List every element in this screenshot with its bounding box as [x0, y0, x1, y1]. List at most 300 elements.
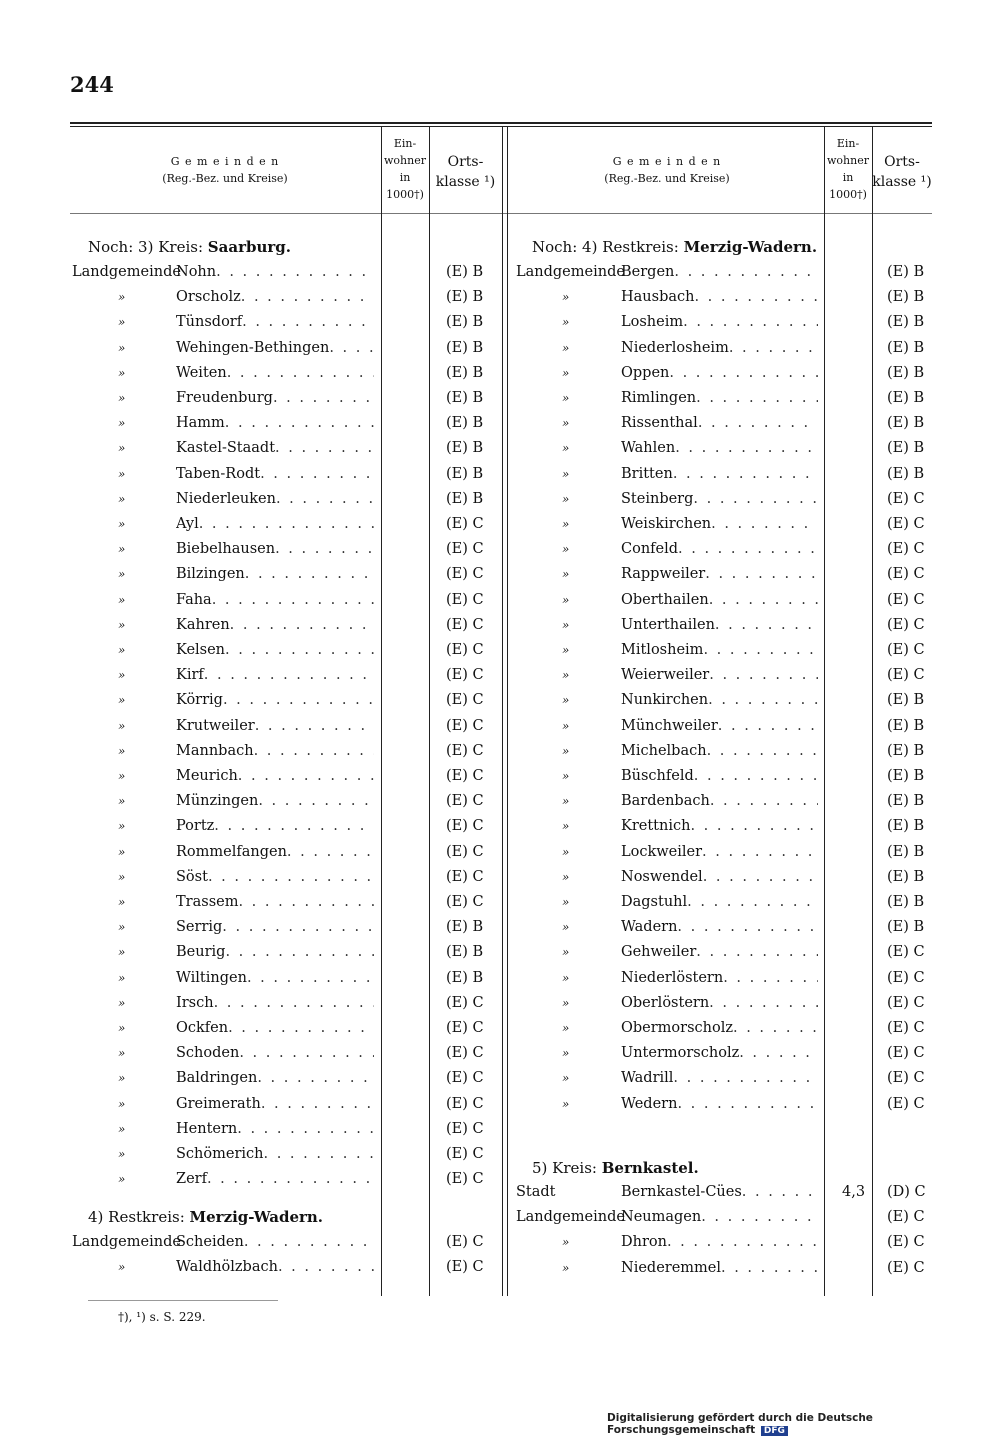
ortsklasse-value: (E) B [887, 289, 925, 306]
ditto-mark: » [118, 819, 126, 834]
row-prefix: Landgemeinde [516, 1209, 625, 1226]
gemeinde-name-text: Hausbach [621, 289, 695, 306]
leader-dots [214, 817, 374, 835]
header-gemeinden-right-sub: (Reg.-Bez. und Kreise) [604, 172, 730, 185]
gemeinde-name-text: Noswendel [621, 868, 703, 885]
ditto-mark: » [118, 1260, 126, 1275]
gemeinde-name [176, 515, 374, 533]
leader-dots [683, 313, 818, 331]
gemeinde-name [176, 439, 374, 457]
ditto-mark: » [118, 466, 126, 481]
leader-dots [669, 364, 818, 382]
gemeinde-name [176, 339, 374, 357]
header-orts-l-2: klasse ¹) [435, 174, 496, 190]
ortsklasse-value: (E) B [887, 440, 925, 457]
ditto-mark: » [118, 995, 126, 1010]
gemeinde-name [176, 1095, 374, 1113]
ditto-mark: » [118, 895, 126, 909]
left-section2-prefix: 4) Restkreis: [88, 1208, 185, 1226]
gemeinde-name [621, 918, 818, 936]
ditto-mark: » [118, 1021, 126, 1035]
gemeinde-name [176, 591, 374, 609]
header-gemeinden-left-sub: (Reg.-Bez. und Kreise) [162, 172, 288, 185]
ditto-mark: » [118, 416, 126, 431]
ditto-mark: » [562, 895, 570, 909]
ortsklasse-value: (E) B [887, 742, 925, 759]
ortsklasse-value: (E) B [446, 465, 484, 482]
ortsklasse-value: (E) B [446, 364, 484, 381]
gemeinde-name-text: Meurich [176, 768, 238, 784]
ditto-mark: » [118, 391, 126, 405]
ditto-mark: » [118, 315, 126, 330]
gemeinde-name-text: Zerf [176, 1171, 207, 1188]
gemeinde-name [176, 1019, 374, 1037]
ortsklasse-value: (E) C [887, 969, 925, 986]
gemeinde-name-text: Weierweiler [621, 667, 710, 684]
ortsklasse-value: (E) C [887, 490, 925, 507]
ditto-mark: » [562, 542, 570, 557]
gemeinde-name-text: Kirf [176, 667, 204, 684]
ditto-mark: » [118, 1096, 126, 1111]
ditto-mark: » [562, 491, 570, 506]
gemeinde-name-text: Bergen [621, 264, 675, 280]
gemeinde-name [621, 868, 818, 886]
ortsklasse-value: (E) B [887, 415, 925, 432]
leader-dots [238, 767, 374, 785]
ortsklasse-value: (E) B [887, 768, 925, 784]
leader-dots [227, 364, 374, 382]
gemeinde-name-text: Kelsen [176, 642, 226, 658]
leader-dots [710, 792, 818, 810]
gemeinde-name-text: Irsch [176, 994, 214, 1011]
header-ein-l-3: in [399, 171, 411, 184]
ortsklasse-value: (E) B [446, 440, 484, 457]
gemeinde-name-text: Kastel-Staadt [176, 440, 276, 457]
ditto-mark: » [562, 441, 570, 456]
ortsklasse-value: (E) C [446, 1234, 484, 1250]
gemeinde-name-text: Rommelfangen [176, 843, 287, 860]
ortsklasse-value: (E) C [446, 541, 484, 558]
gemeinde-name [621, 717, 818, 735]
gemeinde-name-text: Wehingen-Bethingen [176, 339, 330, 356]
gemeinde-name-text: Serrig [176, 919, 223, 936]
credit-text: Digitalisierung gefördert durch die Deutsche Forschungsgemeinschaft [607, 1412, 873, 1436]
gemeinde-name [176, 414, 374, 432]
leader-dots [239, 1044, 374, 1062]
gemeinde-name [621, 364, 818, 382]
ditto-mark: » [118, 1046, 126, 1061]
gemeinde-name [176, 1120, 374, 1138]
leader-dots [739, 1044, 818, 1062]
leader-dots [207, 1170, 374, 1188]
gemeinde-name-text: Mannbach [176, 742, 254, 759]
leader-dots [702, 843, 818, 861]
right-section2-prefix: 5) Kreis: [532, 1159, 597, 1177]
ditto-mark: » [562, 1046, 570, 1061]
leader-dots [254, 742, 374, 760]
leader-dots [273, 389, 374, 407]
leader-dots [225, 943, 374, 961]
leader-dots [709, 666, 818, 684]
top-rule-thin [70, 126, 932, 127]
ditto-mark: » [562, 617, 570, 632]
ortsklasse-value: (E) B [446, 390, 484, 406]
leader-dots [673, 465, 818, 483]
leader-dots [677, 1095, 818, 1113]
row-prefix: Landgemeinde [72, 1234, 181, 1250]
gemeinde-name-text: Oberthailen [621, 591, 709, 608]
ortsklasse-value: (E) C [446, 793, 484, 810]
gemeinde-name-text: Scheiden [176, 1234, 244, 1250]
gemeinde-name-text: Dagstuhl [621, 894, 688, 910]
ditto-mark: » [118, 290, 126, 305]
ortsklasse-value: (E) B [446, 415, 484, 432]
gemeinde-name-text: Hentern [176, 1120, 238, 1137]
leader-dots [694, 767, 818, 785]
ditto-mark: » [118, 668, 126, 683]
gemeinde-name [621, 1044, 818, 1062]
ortsklasse-value: (E) C [446, 591, 484, 608]
leader-dots [276, 490, 374, 508]
gemeinde-name [621, 313, 818, 331]
leader-dots [677, 918, 818, 936]
gemeinde-name-text: Wedern [621, 1095, 678, 1112]
gemeinde-name-text: Niederlosheim [621, 339, 729, 356]
left-section-name: Saarburg. [207, 238, 291, 256]
ortsklasse-value: (E) B [446, 944, 484, 961]
ortsklasse-value: (E) C [446, 742, 484, 759]
ortsklasse-value: (E) C [446, 616, 484, 633]
gemeinde-name-text: Münchweiler [621, 717, 718, 734]
ditto-mark: » [562, 869, 570, 884]
ditto-mark: » [118, 340, 126, 355]
header-ein-l-4: 1000†) [386, 188, 424, 201]
leader-dots [723, 969, 818, 987]
gemeinde-name-text: Taben-Rodt [176, 465, 261, 482]
gemeinde-name-text: Bernkastel-Cües [621, 1184, 742, 1200]
gemeinde-name-text: Baldringen [176, 1070, 258, 1087]
gemeinde-name [621, 591, 818, 609]
leader-dots [214, 994, 374, 1012]
leader-dots [275, 439, 374, 457]
leader-dots [718, 717, 818, 735]
leader-dots [199, 515, 374, 533]
leader-dots [225, 641, 374, 659]
ortsklasse-value: (E) C [446, 894, 484, 910]
gemeinde-name-text: Tünsdorf [176, 314, 243, 331]
gemeinde-name [621, 1233, 818, 1251]
leader-dots [667, 1233, 818, 1251]
ortsklasse-value: (E) C [446, 1095, 484, 1112]
ditto-mark: » [118, 693, 126, 708]
page-number: 244 [70, 72, 114, 97]
gemeinde-name [176, 540, 374, 558]
ditto-mark: » [562, 844, 570, 859]
leader-dots [709, 591, 818, 609]
leader-dots [258, 792, 374, 810]
ortsklasse-value: (E) B [887, 843, 925, 860]
ditto-mark: » [562, 416, 570, 431]
gemeinde-name [621, 994, 818, 1012]
ditto-mark: » [562, 643, 570, 657]
ortsklasse-value: (E) C [446, 818, 484, 835]
ditto-mark: » [118, 718, 126, 733]
leader-dots [690, 817, 818, 835]
col-rule-r1 [824, 126, 825, 1296]
gemeinde-name-text: Körrig [176, 692, 223, 709]
gemeinde-name-text: Weiskirchen [621, 516, 712, 532]
leader-dots [245, 565, 374, 583]
ditto-mark: » [562, 718, 570, 733]
header-ortsklasse-left [429, 152, 502, 192]
gemeinde-name [621, 1183, 818, 1201]
gemeinde-name [621, 490, 818, 508]
leader-dots [696, 389, 818, 407]
ortsklasse-value: (E) C [887, 1234, 925, 1251]
ditto-mark: » [562, 592, 570, 607]
gemeinde-name-text: Steinberg [621, 490, 694, 507]
leader-dots [261, 1095, 374, 1113]
ortsklasse-value: (E) B [887, 894, 925, 910]
right-section2-heading [532, 1159, 699, 1177]
ditto-mark: » [562, 517, 570, 531]
gemeinde-name [621, 641, 818, 659]
gemeinde-name [621, 817, 818, 835]
left-section2-heading [88, 1208, 323, 1226]
leader-dots [225, 414, 374, 432]
gemeinde-name-text: Rappweiler [621, 566, 706, 583]
gemeinde-name-text: Britten [621, 465, 673, 482]
ortsklasse-value: (E) C [446, 692, 484, 709]
gemeinde-name-text: Niederlöstern [621, 969, 724, 986]
ortsklasse-value: (E) B [446, 969, 484, 986]
gemeinde-name-text: Bardenbach [621, 793, 710, 810]
gemeinde-name [621, 1069, 818, 1087]
ortsklasse-value: (E) B [887, 919, 925, 936]
ortsklasse-value: (E) B [446, 339, 484, 356]
gemeinde-name-text: Confeld [621, 541, 679, 558]
header-ein-r-3: in [842, 171, 854, 184]
leader-dots [260, 465, 374, 483]
ortsklasse-value: (E) B [887, 264, 925, 280]
ortsklasse-value: (E) C [446, 516, 484, 532]
col-rule-mid2 [507, 126, 508, 1296]
leader-dots [678, 540, 818, 558]
gemeinde-name-text: Ayl [176, 516, 199, 532]
leader-dots [705, 565, 818, 583]
leader-dots [257, 1069, 374, 1087]
gemeinde-name [176, 490, 374, 508]
left-section2-name: Merzig-Wadern. [189, 1208, 324, 1226]
gemeinde-name [621, 792, 818, 810]
ditto-mark: » [562, 819, 570, 834]
gemeinde-name-text: Oberlöstern [621, 994, 710, 1011]
gemeinde-name-text: Unterthailen [621, 616, 715, 633]
ortsklasse-value: (E) C [446, 1070, 484, 1087]
footnote-rule [88, 1300, 278, 1301]
gemeinde-name-text: Rimlingen [621, 390, 697, 406]
gemeinde-name [176, 313, 374, 331]
gemeinde-name-text: Michelbach [621, 742, 707, 759]
ortsklasse-value: (E) C [446, 768, 484, 784]
ortsklasse-value: (D) C [887, 1184, 926, 1200]
ortsklasse-value: (E) C [446, 868, 484, 885]
gemeinde-name [176, 918, 374, 936]
leader-dots [237, 1120, 374, 1138]
ditto-mark: » [118, 517, 126, 531]
ortsklasse-value: (E) C [446, 642, 484, 658]
leader-dots [711, 515, 818, 533]
gemeinde-name [176, 465, 374, 483]
ortsklasse-value: (E) B [887, 818, 925, 835]
gemeinde-name [176, 1258, 374, 1276]
ortsklasse-value: (E) B [446, 264, 484, 280]
gemeinde-name-text: Neumagen [621, 1209, 702, 1226]
header-rule [70, 213, 932, 214]
gemeinde-name [176, 817, 374, 835]
footnote: †), ¹) s. S. 229. [118, 1310, 206, 1324]
header-ortsklasse-right [872, 152, 932, 192]
gemeinde-name-text: Kahren [176, 616, 230, 633]
ditto-mark: » [118, 617, 126, 632]
ditto-mark: » [118, 1071, 126, 1086]
leader-dots [204, 666, 374, 684]
leader-dots [222, 918, 374, 936]
ortsklasse-value: (E) C [887, 1259, 925, 1276]
header-gemeinden-right [510, 153, 824, 187]
leader-dots [687, 893, 818, 911]
gemeinde-name [176, 364, 374, 382]
ortsklasse-value: (E) B [887, 364, 925, 381]
gemeinde-name-text: Hamm [176, 415, 225, 432]
header-orts-r-1: Orts- [884, 154, 920, 170]
gemeinde-name-text: Biebelhausen [176, 541, 276, 558]
gemeinde-name [176, 843, 374, 861]
gemeinde-name-text: Weiten [176, 364, 227, 381]
gemeinde-name [621, 666, 818, 684]
ditto-mark: » [118, 441, 126, 456]
gemeinde-name [621, 1019, 818, 1037]
leader-dots [275, 540, 374, 558]
leader-dots [701, 1208, 818, 1226]
gemeinde-name [176, 288, 374, 306]
gemeinde-name-text: Oppen [621, 364, 670, 381]
header-ein-r-4: 1000†) [829, 188, 867, 201]
leader-dots [244, 1233, 374, 1251]
ditto-mark: » [118, 491, 126, 506]
ortsklasse-value: (E) C [446, 994, 484, 1011]
header-ein-l-1: Ein- [393, 137, 417, 150]
ortsklasse-value: (E) C [887, 1070, 925, 1087]
ortsklasse-value: (E) C [446, 1171, 484, 1188]
header-ein-r-1: Ein- [836, 137, 860, 150]
gemeinde-name [621, 288, 818, 306]
gemeinde-name [176, 616, 374, 634]
ditto-mark: » [562, 290, 570, 305]
gemeinde-name-text: Schoden [176, 1045, 240, 1062]
gemeinde-name [176, 868, 374, 886]
gemeinde-name-text: Niederleuken [176, 490, 276, 507]
leader-dots [329, 339, 374, 357]
gemeinde-name [176, 1233, 374, 1251]
gemeinde-name [176, 1170, 374, 1188]
ortsklasse-value: (E) C [887, 1209, 925, 1226]
gemeinde-name-text: Nunkirchen [621, 692, 709, 709]
digitization-credit [607, 1412, 1000, 1436]
gemeinde-name-text: Greimerath [176, 1095, 261, 1112]
col-rule-l2 [429, 126, 430, 1296]
row-prefix: Landgemeinde [72, 264, 181, 280]
gemeinde-name-text: Wadern [621, 919, 678, 936]
right-section2-name: Bernkastel. [601, 1159, 699, 1177]
ortsklasse-value: (E) C [446, 1120, 484, 1137]
leader-dots [694, 288, 818, 306]
leader-dots [255, 717, 374, 735]
leader-dots [247, 969, 374, 987]
ortsklasse-value: (E) C [887, 1095, 925, 1112]
gemeinde-name [176, 666, 374, 684]
header-gemeinden-right-title: G e m e i n d e n [612, 155, 722, 168]
gemeinde-name-text: Schömerich [176, 1146, 264, 1162]
ortsklasse-value: (E) C [887, 994, 925, 1011]
ortsklasse-value: (E) B [887, 793, 925, 810]
leader-dots [729, 339, 818, 357]
gemeinde-name-text: Mitlosheim [621, 642, 704, 658]
gemeinde-name [621, 843, 818, 861]
ditto-mark: » [562, 365, 570, 380]
leader-dots [216, 263, 374, 281]
gemeinde-name [621, 1208, 818, 1226]
leader-dots [696, 943, 818, 961]
gemeinde-name [176, 1145, 374, 1163]
leader-dots [230, 616, 374, 634]
leader-dots [242, 313, 374, 331]
ditto-mark: » [562, 668, 570, 683]
gemeinde-name-text: Obermorscholz [621, 1020, 733, 1036]
gemeinde-name [176, 641, 374, 659]
leader-dots [715, 616, 818, 634]
gemeinde-name-text: Gehweiler [621, 944, 697, 961]
ortsklasse-value: (E) C [887, 642, 925, 658]
gemeinde-name-text: Waldhölzbach [176, 1259, 278, 1276]
leader-dots [208, 868, 374, 886]
ortsklasse-value: (E) C [446, 1020, 484, 1036]
einwohner-value: 4,3 [842, 1184, 866, 1200]
gemeinde-name-text: Wiltingen [176, 969, 247, 986]
ditto-mark: » [118, 643, 126, 657]
dfg-logo: DFG [761, 1426, 788, 1436]
gemeinde-name-text: Bilzingen [176, 566, 245, 583]
ortsklasse-value: (E) B [887, 465, 925, 482]
gemeinde-name-text: Wadrill [621, 1070, 674, 1087]
ortsklasse-value: (E) C [887, 616, 925, 633]
left-section-prefix: Noch: 3) Kreis: [88, 238, 204, 256]
gemeinde-name-text: Dhron [621, 1234, 667, 1251]
gemeinde-name [621, 540, 818, 558]
right-section-prefix: Noch: 4) Restkreis: [532, 238, 679, 256]
header-einwohner-right [824, 135, 872, 203]
gemeinde-name-text: Ockfen [176, 1020, 229, 1036]
ditto-mark: » [562, 567, 570, 582]
ditto-mark: » [118, 920, 126, 935]
ortsklasse-value: (E) C [446, 1045, 484, 1062]
col-rule-l1 [381, 126, 382, 1296]
gemeinde-name [621, 565, 818, 583]
ditto-mark: » [118, 945, 126, 960]
gemeinde-name [621, 439, 818, 457]
ortsklasse-value: (E) C [887, 1020, 925, 1036]
gemeinde-name [621, 389, 818, 407]
